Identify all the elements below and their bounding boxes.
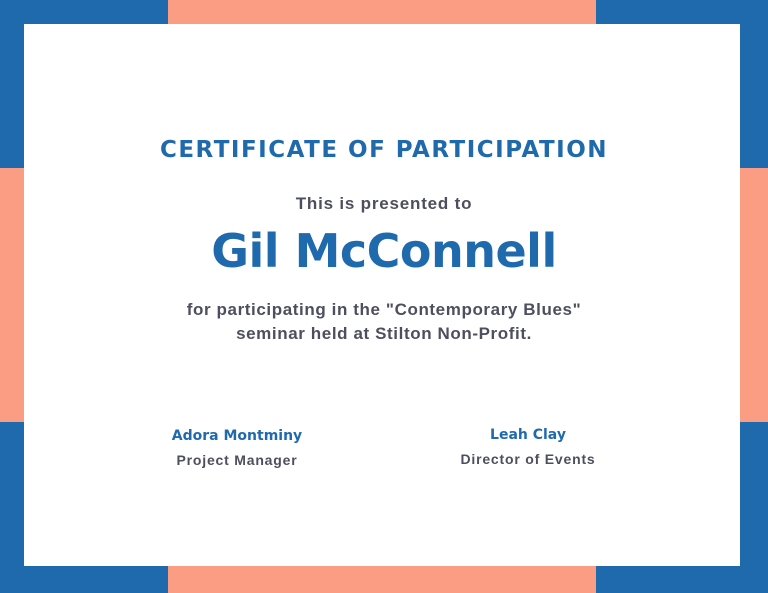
signatory-name: Leah Clay (490, 427, 566, 443)
signatory-role: Director of Events (460, 451, 596, 467)
signatory-right (408, 427, 648, 467)
border-top-middle-segment (168, 0, 596, 24)
description-line-2: seminar held at Stilton Non-Profit. (236, 324, 532, 343)
presented-to-text: This is presented to (295, 194, 473, 213)
signatory-role: Project Manager (176, 452, 298, 468)
signatory-left (117, 428, 357, 468)
certificate-title: CERTIFICATE OF PARTICIPATION (159, 137, 609, 163)
border-bottom-left-segment (0, 566, 168, 593)
border-right-bottom-segment (740, 422, 768, 593)
border-left-bottom-segment (0, 422, 24, 593)
recipient-name: Gil McConnell (211, 224, 557, 278)
signatory-name: Adora Montminy (171, 428, 303, 444)
certificate-paper (24, 24, 740, 566)
participation-description (0, 298, 768, 346)
description-line-1: for participating in the "Contemporary Blues" (186, 300, 582, 319)
border-bottom-middle-segment (168, 566, 596, 593)
border-top-left-segment (0, 0, 168, 24)
